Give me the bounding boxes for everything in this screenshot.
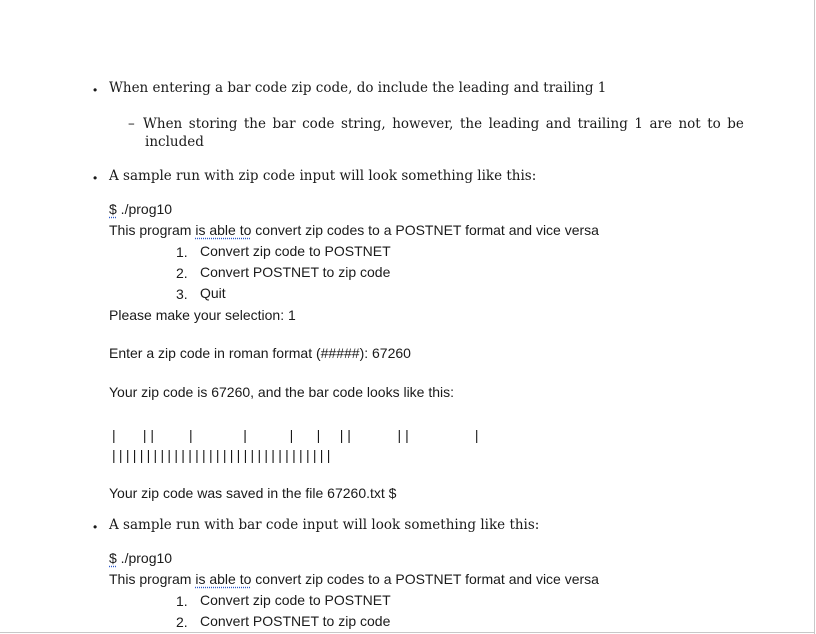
bullet-marker: •: [93, 83, 98, 97]
menu-number: 1.: [176, 593, 188, 609]
saved-line: Your zip code was saved in the file 67260.txt $: [109, 485, 397, 501]
barcode-top-row: | | | | | | | | | | | |: [112, 427, 479, 443]
menu-item: Convert POSTNET to zip code: [200, 613, 391, 629]
menu-number: 3.: [176, 286, 188, 302]
bullet-text: A sample run with bar code input will look something like this:: [109, 517, 540, 533]
menu-number: 2.: [176, 265, 188, 281]
bullet-text: When entering a bar code zip code, do include the leading and trailing 1: [109, 80, 607, 96]
enter-line: Enter a zip code in roman format (#####): 67260: [109, 345, 411, 361]
page-edge: [0, 632, 815, 633]
selection-line: Please make your selection: 1: [109, 307, 296, 323]
bullet-marker: •: [93, 520, 98, 534]
sample-prompt: $ ./prog10: [109, 550, 173, 566]
sub-bullet-line: When storing the bar code string, however, the leading and trailing 1 are not to be: [143, 116, 744, 132]
sub-bullet-line: included: [145, 134, 204, 150]
sample-prompt: $ ./prog10: [109, 201, 173, 217]
sample-intro: This program is able to convert zip codes to a POSTNET format and vice versa: [109, 222, 599, 238]
menu-item: Convert zip code to POSTNET: [200, 592, 391, 608]
menu-item: Convert zip code to POSTNET: [200, 243, 391, 259]
barcode-bottom-row: | | | | | | | | | | | | | | | | | | | | | | | | | | | | | | | |: [112, 447, 331, 463]
result-line: Your zip code is 67260, and the bar code looks like this:: [109, 384, 455, 400]
page-edge: [814, 0, 815, 634]
dash-marker: –: [128, 116, 135, 132]
sample-intro: This program is able to convert zip codes to a POSTNET format and vice versa: [109, 571, 599, 587]
bullet-text: A sample run with zip code input will look something like this:: [109, 168, 537, 184]
menu-number: 1.: [176, 244, 188, 260]
bullet-marker: •: [93, 171, 98, 185]
menu-item: Convert POSTNET to zip code: [200, 264, 391, 280]
menu-number: 2.: [176, 614, 188, 630]
menu-item: Quit: [200, 285, 226, 301]
